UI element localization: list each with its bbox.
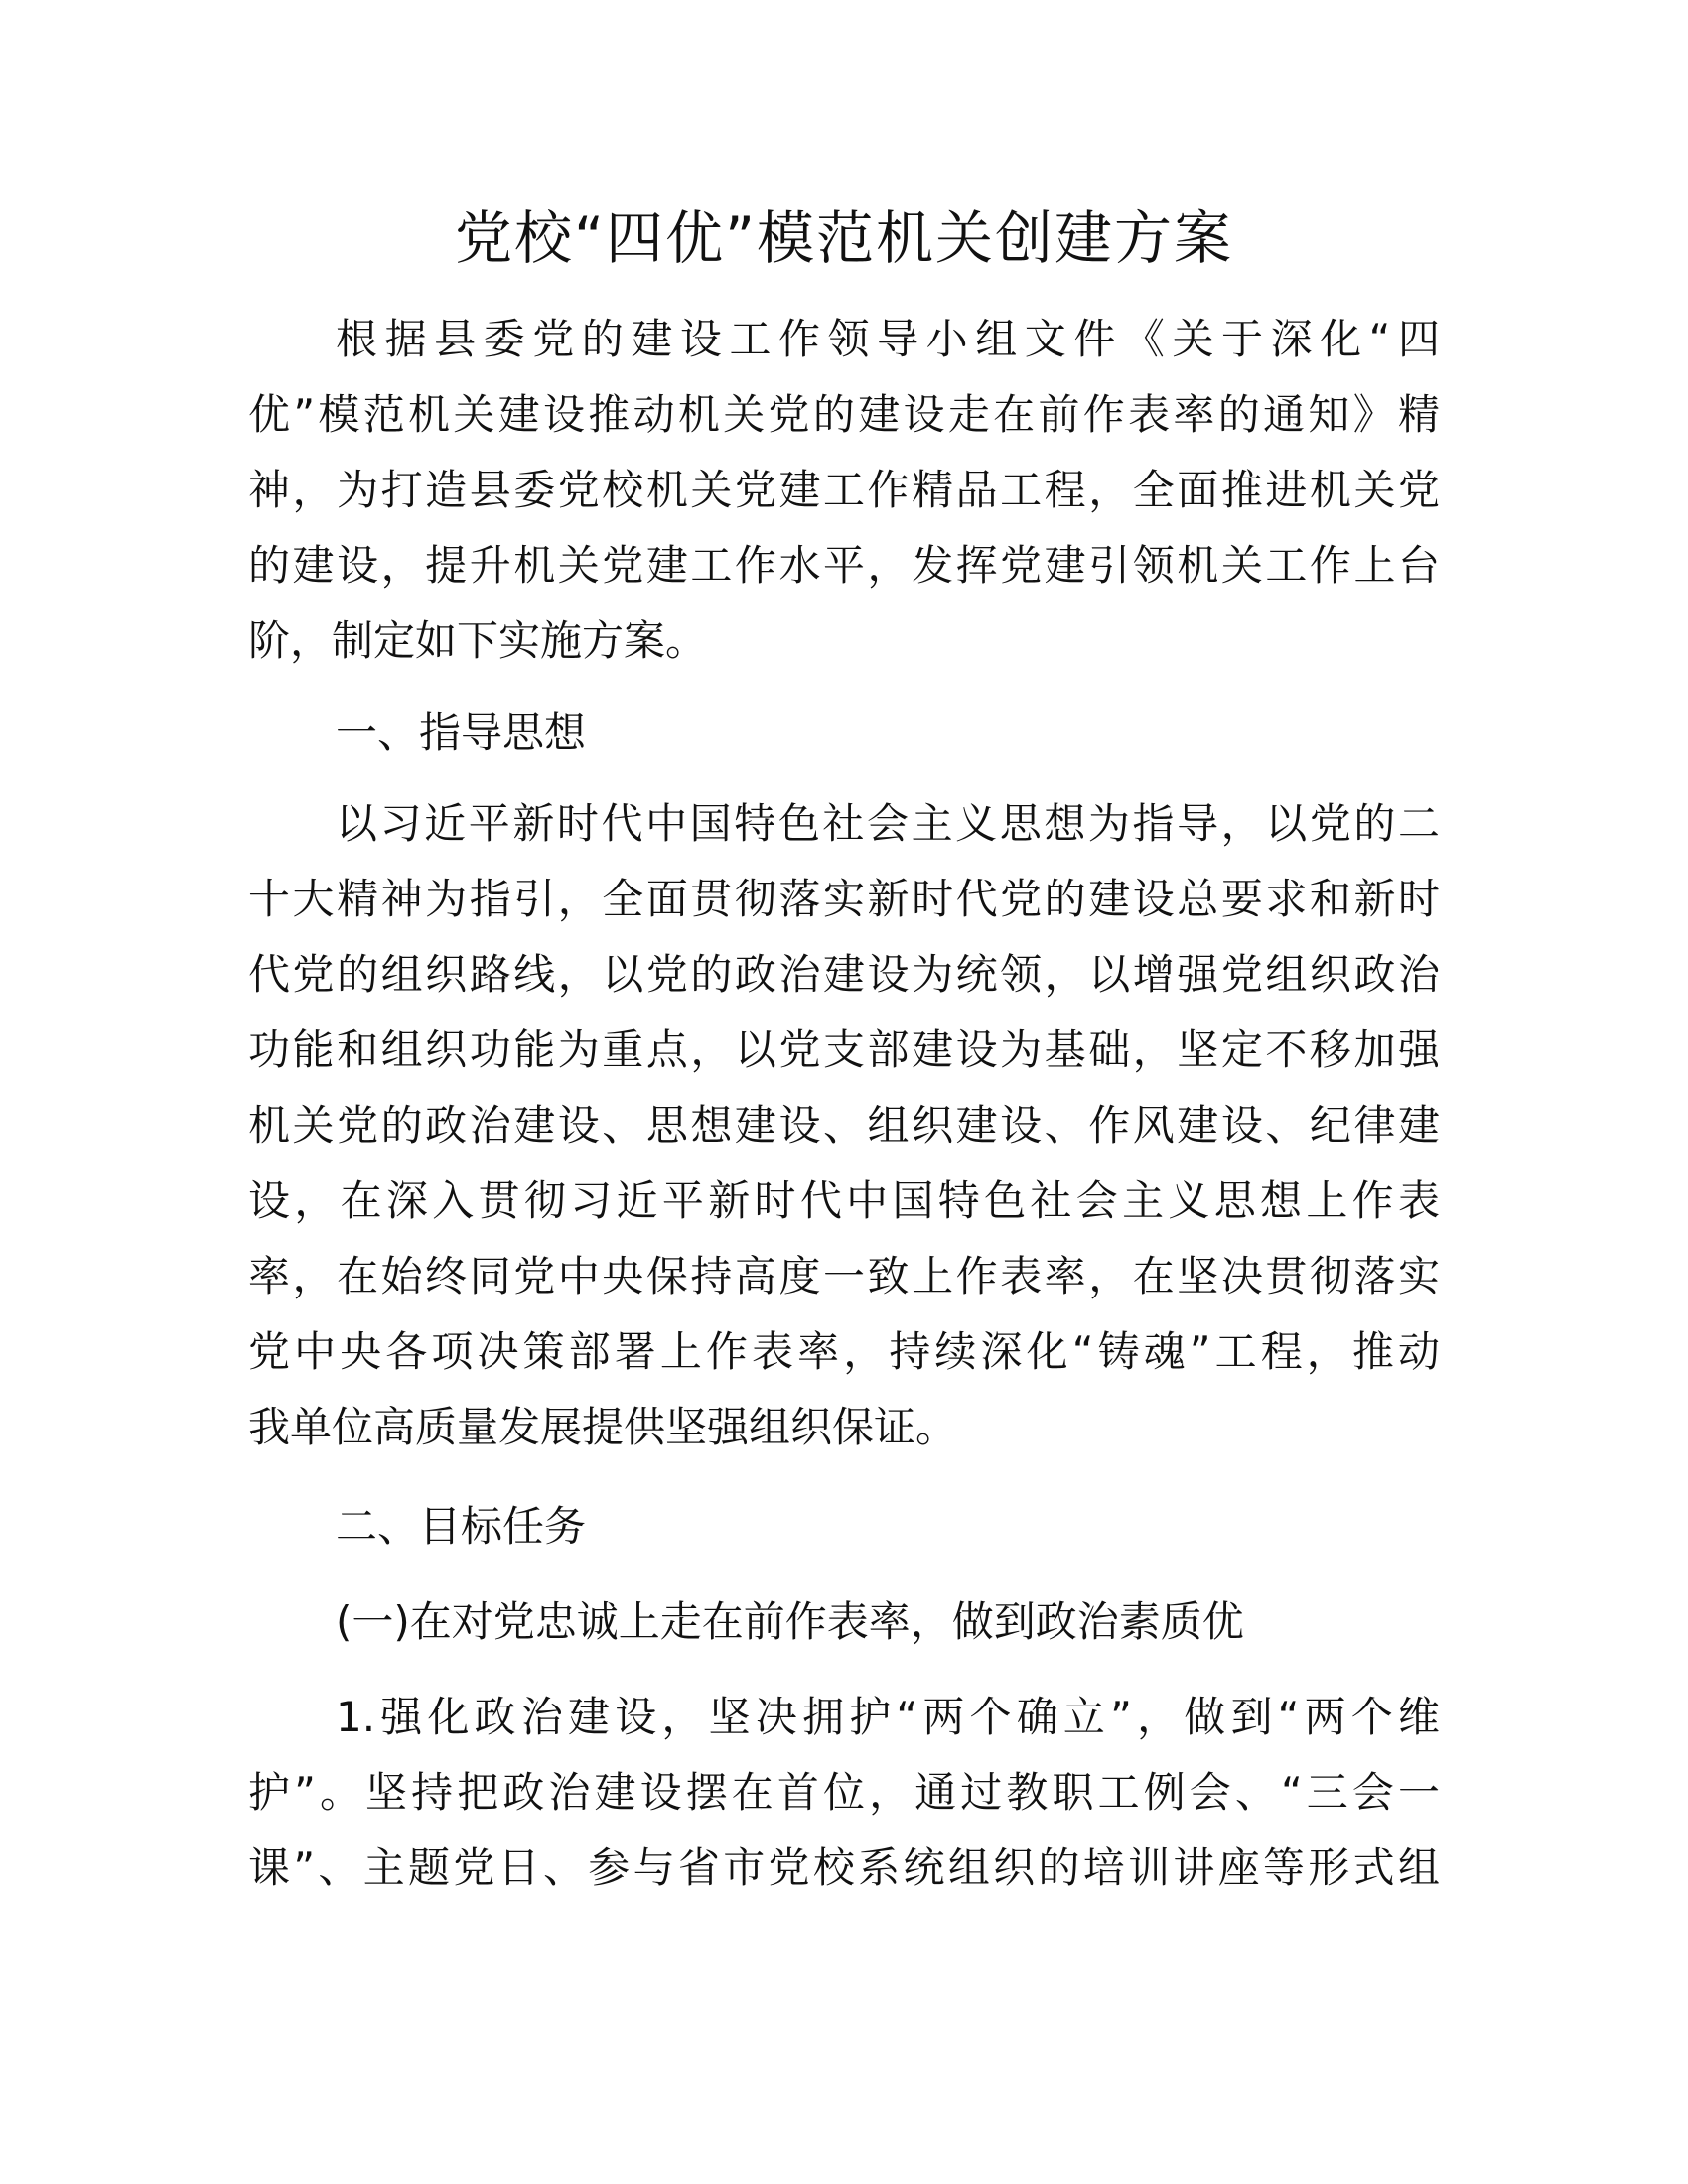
item1-line-2: 护”。坚持把政治建设摆在首位，通过教职工例会、“三会一 bbox=[248, 1768, 1440, 1817]
section1-line-4: 功能和组织功能为重点，以党支部建设为基础，坚定不移加强 bbox=[248, 1025, 1440, 1074]
section-heading-guiding-ideology: 一、指导思想 bbox=[336, 708, 587, 756]
section1-line-1: 以习近平新时代中国特色社会主义思想为指导，以党的二 bbox=[336, 799, 1440, 848]
item1-line-1: 1.强化政治建设，坚决拥护“两个确立”，做到“两个维 bbox=[336, 1693, 1440, 1741]
section1-line-2: 十大精神为指引，全面贯彻落实新时代党的建设总要求和新时 bbox=[248, 875, 1440, 923]
section1-line-5: 机关党的政治建设、思想建设、组织建设、作风建设、纪律建 bbox=[248, 1101, 1440, 1150]
section1-line-3: 代党的组织路线，以党的政治建设为统领，以增强党组织政治 bbox=[248, 950, 1440, 999]
subsection-heading-political-quality: (一)在对党忠诚上走在前作表率，做到政治素质优 bbox=[336, 1597, 1244, 1646]
section-heading-goals-tasks: 二、目标任务 bbox=[336, 1502, 587, 1551]
intro-line-1: 根据县委党的建设工作领导小组文件《关于深化“四 bbox=[336, 315, 1440, 363]
intro-line-4: 的建设，提升机关党建工作水平，发挥党建引领机关工作上台 bbox=[248, 541, 1440, 590]
intro-line-3: 神，为打造县委党校机关党建工作精品工程，全面推进机关党 bbox=[248, 466, 1440, 514]
section1-line-8: 党中央各项决策部署上作表率，持续深化“铸魂”工程，推动 bbox=[248, 1327, 1440, 1376]
item1-line-3: 课”、主题党日、参与省市党校系统组织的培训讲座等形式组 bbox=[248, 1843, 1440, 1892]
intro-line-5: 阶，制定如下实施方案。 bbox=[248, 616, 708, 665]
intro-line-2: 优”模范机关建设推动机关党的建设走在前作表率的通知》精 bbox=[248, 390, 1440, 439]
document-title: 党校“四优”模范机关创建方案 bbox=[454, 205, 1234, 272]
section1-line-7: 率，在始终同党中央保持高度一致上作表率，在坚决贯彻落实 bbox=[248, 1252, 1440, 1300]
section1-line-6: 设，在深入贯彻习近平新时代中国特色社会主义思想上作表 bbox=[248, 1176, 1440, 1225]
section1-line-9: 我单位高质量发展提供坚强组织保证。 bbox=[248, 1403, 958, 1451]
